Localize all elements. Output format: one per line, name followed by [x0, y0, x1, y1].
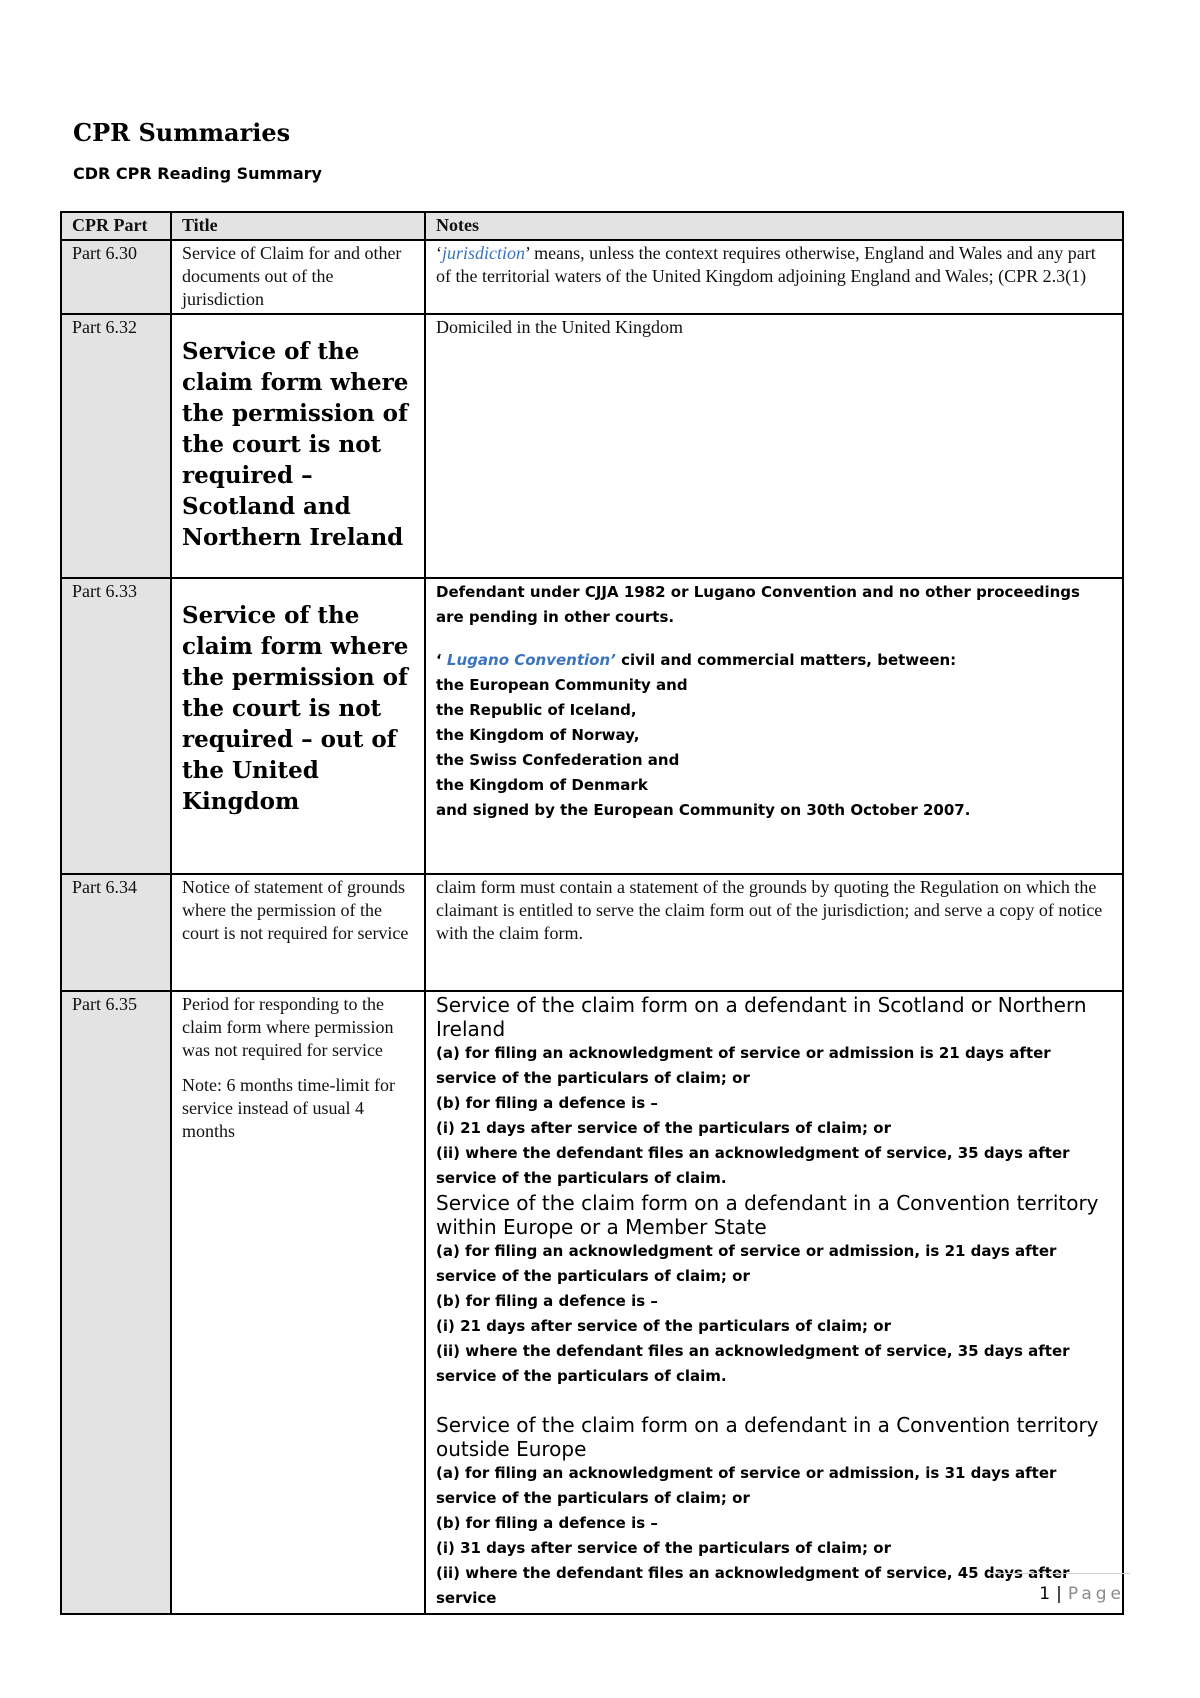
jurisdiction-term: jurisdiction: [442, 243, 526, 263]
row-title: Service of the claim form where the permission of the court is not required – Scotland and Northern Ireland: [182, 338, 409, 551]
section-line: (i) 21 days after service of the particulars of claim; or: [436, 1317, 891, 1335]
cell-part: Part 6.30: [61, 240, 171, 314]
section-line: (i) 31 days after service of the particulars of claim; or: [436, 1539, 891, 1557]
cell-part: Part 6.33: [61, 578, 171, 874]
table-header-row: [61, 212, 1123, 240]
header-title: Title: [171, 212, 425, 240]
page-number: 1: [1039, 1584, 1051, 1604]
lugano-rest: civil and commercial matters, between:: [615, 651, 957, 669]
document-title: CPR Summaries: [73, 118, 291, 147]
footer-separator: |: [1056, 1584, 1062, 1604]
party-line: the Swiss Confederation and: [436, 751, 680, 769]
cell-notes: [425, 240, 1123, 314]
page-footer: [1039, 1584, 1125, 1604]
section-line: (ii) where the defendant files an acknowledgment of service, 35 days after service of the particulars of claim.: [436, 1342, 1070, 1385]
header-cpr-part: CPR Part: [61, 212, 171, 240]
notes-quote: ‘: [436, 651, 447, 669]
party-line: the Kingdom of Norway,: [436, 726, 640, 744]
row-title-note: Note: 6 months time-limit for service instead of usual 4 months: [182, 1075, 395, 1141]
cell-part: Part 6.35: [61, 991, 171, 1614]
section-line: (b) for filing a defence is –: [436, 1514, 658, 1532]
section-line: (b) for filing a defence is –: [436, 1094, 658, 1112]
cell-part: Part 6.34: [61, 874, 171, 991]
table-row: [61, 991, 1123, 1614]
section-line: (a) for filing an acknowledgment of service or admission is 21 days after service of the particulars of claim; or: [436, 1044, 1051, 1087]
cell-part: Part 6.32: [61, 314, 171, 578]
section-line: (a) for filing an acknowledgment of service or admission, is 21 days after service of the particulars of claim; or: [436, 1242, 1057, 1285]
cell-title: [171, 991, 425, 1614]
cell-title: Service of Claim for and other documents out of the jurisdiction: [171, 240, 425, 314]
party-line: the European Community and: [436, 676, 688, 694]
section-line: (b) for filing a defence is –: [436, 1292, 658, 1310]
notes-intro: Defendant under CJJA 1982 or Lugano Convention and no other proceedings are pending in other courts.: [436, 583, 1080, 626]
table-row: [61, 314, 1123, 578]
signed-line: and signed by the European Community on 30th October 2007.: [436, 801, 971, 819]
notes-text: ’ means, unless the context requires otherwise, England and Wales and any part of the territorial waters of the United Kingdom adjoining England and Wales; (CPR 2.3(1): [436, 243, 1096, 286]
table-row: [61, 874, 1123, 991]
cell-notes: [425, 991, 1123, 1614]
notes-quote: ‘: [436, 243, 442, 263]
cell-notes: [425, 578, 1123, 874]
cell-title: [171, 578, 425, 874]
cell-title: [171, 314, 425, 578]
lugano-term: Lugano Convention’: [446, 651, 616, 669]
header-notes: Notes: [425, 212, 1123, 240]
table-row: [61, 240, 1123, 314]
cell-title: Notice of statement of grounds where the permission of the court is not required for service: [171, 874, 425, 991]
section-line: (a) for filing an acknowledgment of service or admission, is 31 days after service of the particulars of claim; or: [436, 1464, 1057, 1507]
party-line: the Kingdom of Denmark: [436, 776, 648, 794]
section-line: (ii) where the defendant files an acknowledgment of service, 45 days after service: [436, 1564, 1070, 1607]
cell-notes: Domiciled in the United Kingdom: [425, 314, 1123, 578]
section-heading: Service of the claim form on a defendant in a Convention territory outside Europe: [436, 1413, 1099, 1461]
cell-notes: claim form must contain a statement of the grounds by quoting the Regulation on which the claimant is entitled to serve the claim form out of the jurisdiction; and serve a copy of notice with the claim form.: [425, 874, 1123, 991]
page-label: Page: [1067, 1584, 1125, 1604]
party-line: the Republic of Iceland,: [436, 701, 637, 719]
row-title: Service of the claim form where the permission of the court is not required – out of the United Kingdom: [182, 602, 409, 815]
section-line: (i) 21 days after service of the particulars of claim; or: [436, 1119, 891, 1137]
document-subtitle: CDR CPR Reading Summary: [73, 164, 322, 183]
footer-divider: [990, 1573, 1130, 1574]
section-heading: Service of the claim form on a defendant in Scotland or Northern Ireland: [436, 993, 1087, 1041]
lugano-definition: [436, 648, 1112, 673]
row-title: Period for responding to the claim form where permission was not required for service: [182, 994, 394, 1060]
table-row: [61, 578, 1123, 874]
cpr-summary-table: [60, 211, 1124, 1615]
section-line: (ii) where the defendant files an acknowledgment of service, 35 days after service of the particulars of claim.: [436, 1144, 1070, 1187]
section-heading: Service of the claim form on a defendant in a Convention territory within Europe or a Member State: [436, 1191, 1099, 1239]
